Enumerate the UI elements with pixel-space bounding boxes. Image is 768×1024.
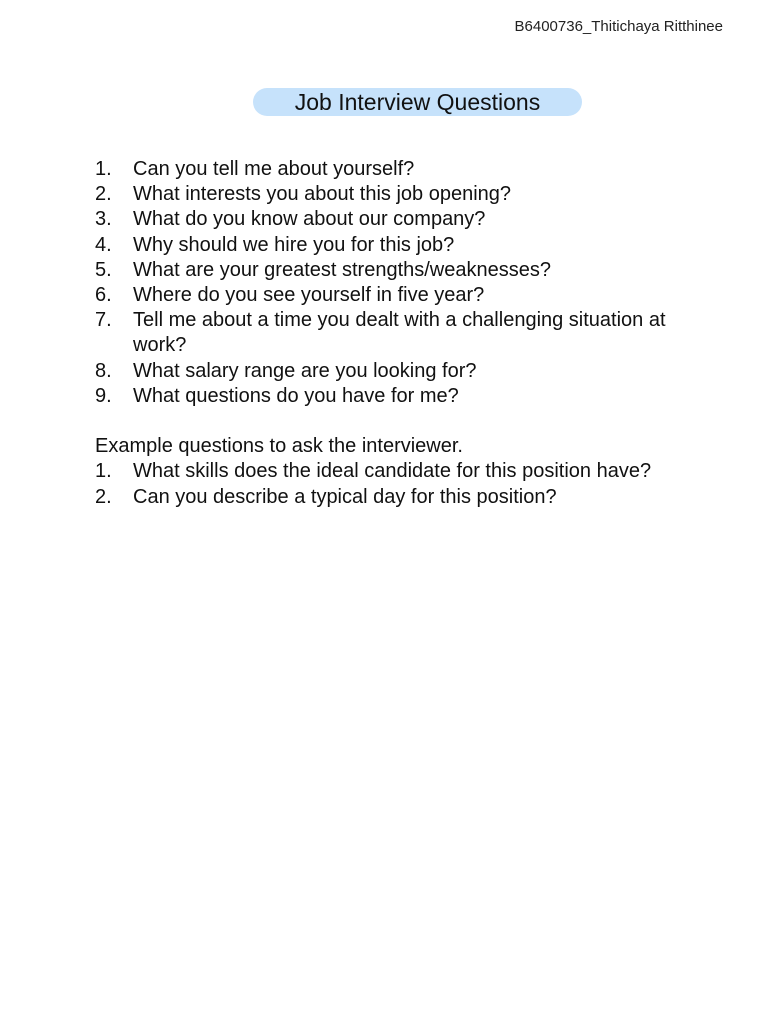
list-item-text: What are your greatest strengths/weaknesses? bbox=[133, 258, 551, 281]
list-item-text: Can you tell me about yourself? bbox=[133, 158, 415, 180]
list-item-text: What interests you about this job opening? bbox=[133, 183, 512, 206]
page-title: Job Interview Questions bbox=[294, 89, 541, 115]
list-item-text: Why should we hire you for this job? bbox=[133, 233, 455, 256]
list-item-number: 2. bbox=[95, 485, 112, 508]
list-item-text: Can you describe a typical day for this position? bbox=[133, 485, 557, 508]
list-item bbox=[95, 308, 695, 358]
list-item-text: What salary range are you looking for? bbox=[133, 359, 477, 382]
list-item-text: What skills does the ideal candidate for this position have? bbox=[133, 460, 652, 483]
list-item-number: 2. bbox=[95, 183, 112, 206]
list-item bbox=[95, 485, 695, 510]
title-highlight bbox=[253, 88, 582, 116]
author-id: B6400736_Thitichaya Ritthinee bbox=[514, 18, 723, 35]
list-item bbox=[95, 182, 695, 207]
list-item bbox=[95, 258, 695, 283]
list-item-number: 1. bbox=[95, 460, 112, 483]
list-item-text: What questions do you have for me? bbox=[133, 384, 459, 407]
list-item-number: 5. bbox=[95, 258, 112, 281]
example-questions-list bbox=[95, 459, 695, 509]
list-item-text: What do you know about our company? bbox=[133, 208, 486, 231]
list-item-number: 1. bbox=[95, 158, 112, 180]
list-item-number: 3. bbox=[95, 208, 112, 231]
examples-heading: Example questions to ask the interviewer. bbox=[95, 435, 463, 458]
list-item bbox=[95, 207, 695, 232]
section-spacer bbox=[95, 409, 695, 434]
list-item bbox=[95, 459, 695, 484]
list-item bbox=[95, 384, 695, 409]
list-item-number: 7. bbox=[95, 309, 112, 332]
list-item bbox=[95, 157, 695, 182]
list-item-number: 6. bbox=[95, 284, 112, 307]
list-item-number: 4. bbox=[95, 233, 112, 256]
list-item-number: 9. bbox=[95, 384, 112, 407]
list-item-text: Where do you see yourself in five year? bbox=[133, 284, 485, 307]
list-item bbox=[95, 359, 695, 384]
list-item bbox=[95, 283, 695, 308]
list-item-number: 8. bbox=[95, 359, 112, 382]
document-body bbox=[95, 157, 695, 510]
interview-questions-list bbox=[95, 157, 695, 409]
list-item-text: Tell me about a time you dealt with a challenging situation at work? bbox=[133, 309, 666, 357]
list-item bbox=[95, 233, 695, 258]
